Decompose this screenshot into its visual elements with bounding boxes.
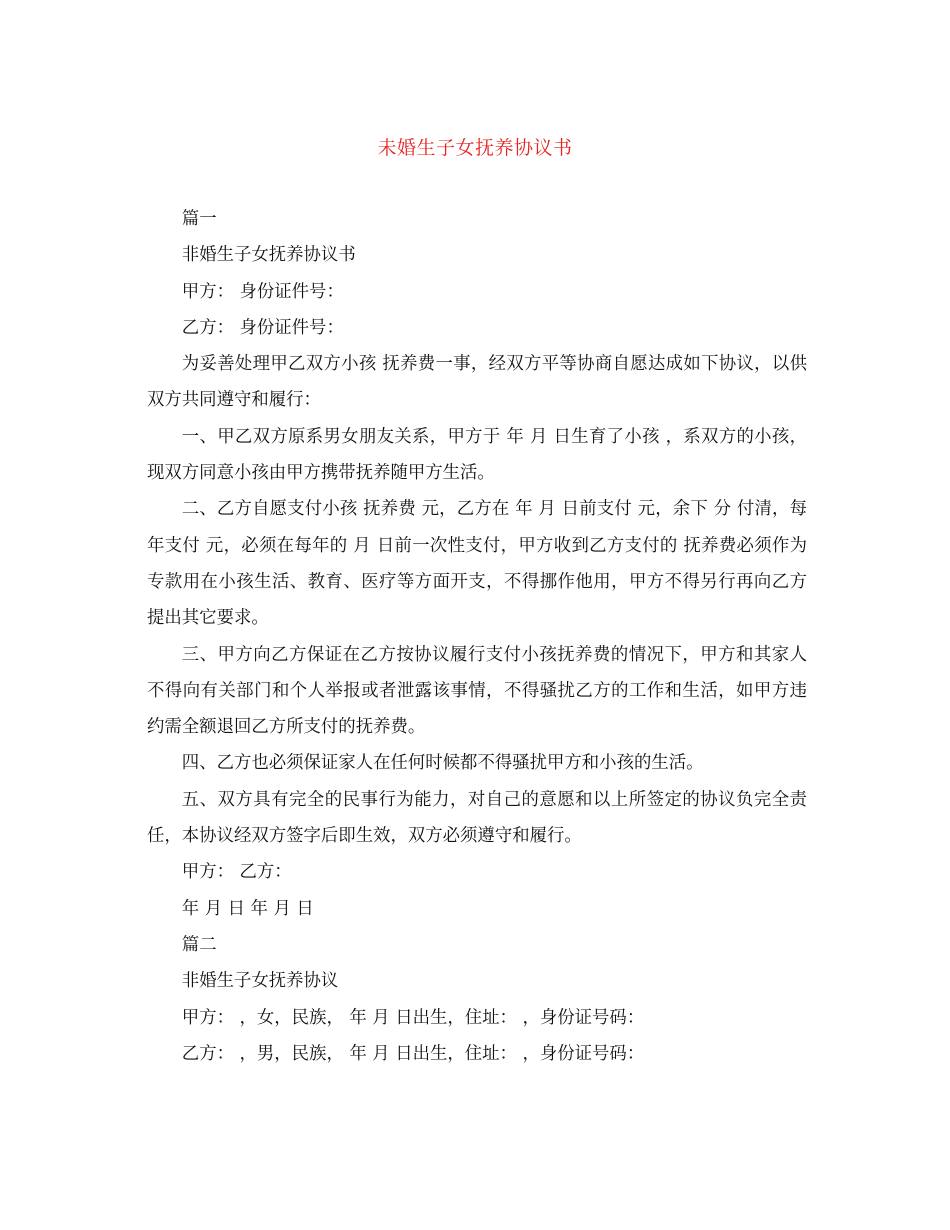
agreement-title-1: 非婚生子女抚养协议书 <box>181 245 356 266</box>
party-b-line: 乙方： 身份证件号： <box>181 317 344 338</box>
section-heading-1: 篇一 <box>181 209 217 229</box>
document-body <box>147 201 807 1072</box>
document-title: 未婚生子女抚养协议书 <box>377 137 573 159</box>
section-heading-2: 篇二 <box>181 934 217 955</box>
party-b-details: 乙方： ，男，民族， 年 月 日出生，住址： ，身份证号码： <box>181 1043 645 1064</box>
agreement-title-2: 非婚生子女抚养协议 <box>181 971 339 992</box>
date-line: 年 月 日 年 月 日 <box>181 898 314 919</box>
clause-2: 二、乙方自愿支付小孩 抚养费 元，乙方在 年 月 日前支付 元，余下 分 付清，每年支付 元，必须在每年的 月 日前一次性支付，甲方收到乙方支付的 抚养费必须作为专款用在小孩生活、教育、医疗等方面开支，不得挪作他用，甲方不得另行再向乙方提出其它要求。 <box>147 499 807 629</box>
clause-1: 一、甲乙双方原系男女朋友关系，甲方于 年 月 日生育了小孩 ，系双方的小孩，现双方同意小孩由甲方携带抚养随甲方生活。 <box>147 426 807 484</box>
signature-line: 甲方： 乙方： <box>181 862 292 883</box>
preamble-paragraph: 为妥善处理甲乙双方小孩 抚养费一事，经双方平等协商自愿达成如下协议，以供双方共同遵守和履行： <box>147 354 807 411</box>
clause-3: 三、甲方向乙方保证在乙方按协议履行支付小孩抚养费的情况下，甲方和其家人不得向有关部门和个人举报或者泄露该事情，不得骚扰乙方的工作和生活，如甲方违约需全额退回乙方所支付的抚养费。 <box>147 644 807 738</box>
clause-4: 四、乙方也必须保证家人在任何时候都不得骚扰甲方和小孩的生活。 <box>181 753 704 774</box>
clause-5: 五、双方具有完全的民事行为能力，对自己的意愿和以上所签定的协议负完全责任，本协议经双方签字后即生效，双方必须遵守和履行。 <box>147 789 807 847</box>
party-a-details: 甲方： ，女，民族， 年 月 日出生，住址： ，身份证号码： <box>181 1007 645 1028</box>
party-a-line: 甲方： 身份证件号： <box>181 281 344 302</box>
